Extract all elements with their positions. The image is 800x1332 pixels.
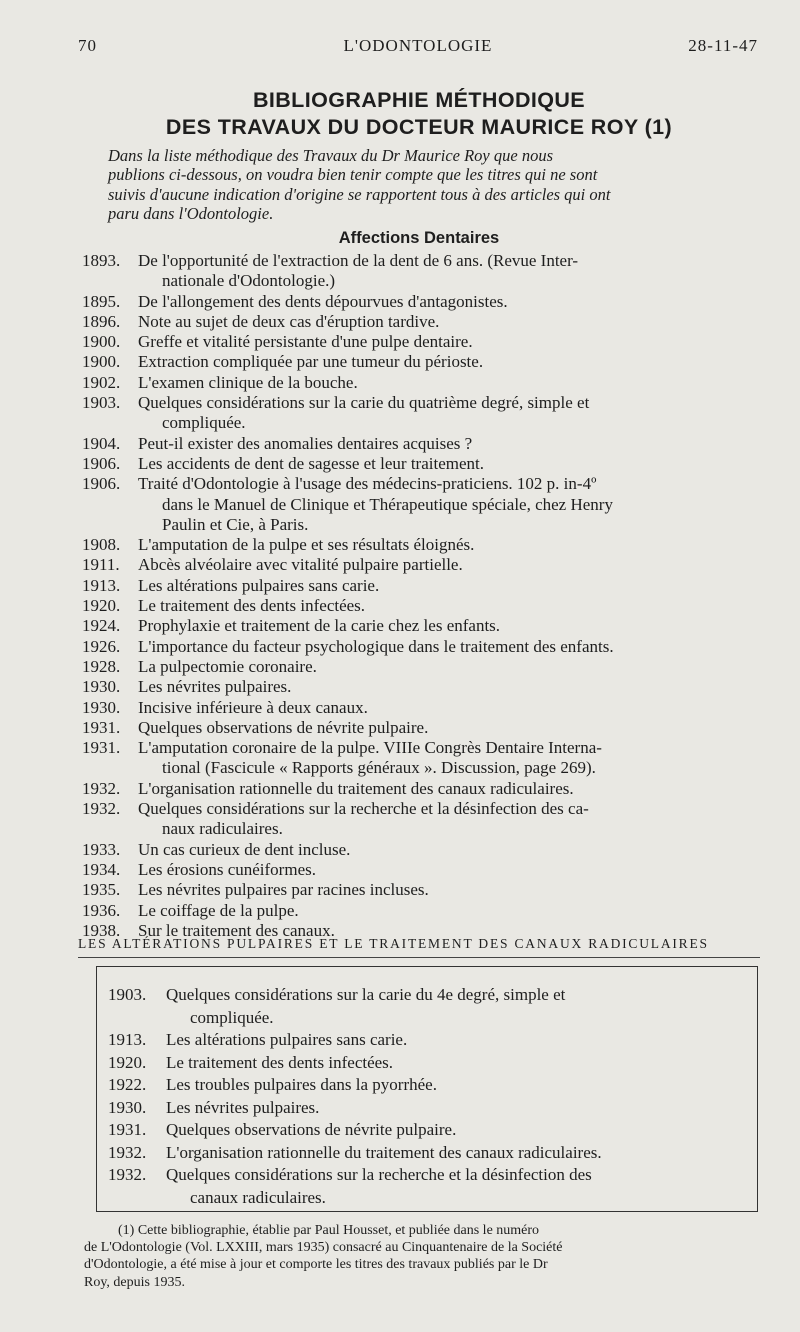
bibliography-entry <box>108 984 744 1029</box>
bibliography-entry <box>108 1142 744 1165</box>
bibliography-entry <box>82 373 760 393</box>
entry-title <box>138 698 760 718</box>
entry-title <box>166 1029 744 1052</box>
entry-title <box>138 332 760 352</box>
entry-year: 1920. <box>108 1052 147 1072</box>
bibliography-entry <box>82 393 760 434</box>
bibliography-entry <box>82 616 760 636</box>
bibliography-entry <box>82 555 760 575</box>
entry-year: 1932. <box>108 1165 147 1184</box>
section-caption: LES ALTÉRATIONS PULPAIRES ET LE TRAITEMENT DES CANAUX RADICULAIRES <box>78 936 709 951</box>
entry-year: 1928. <box>82 656 121 676</box>
entry-title <box>166 984 744 1029</box>
entry-title <box>138 393 760 434</box>
entry-title-line: dans le Manuel de Clinique et Thérapeutique spéciale, chez Henry <box>162 494 613 514</box>
bibliography-entry <box>82 840 760 860</box>
bibliography-entry <box>82 799 760 840</box>
entry-title-line: Les névrites pulpaires. <box>138 677 292 697</box>
entry-title <box>138 352 760 372</box>
entry-title-line: L'examen clinique de la bouche. <box>138 372 358 392</box>
entry-title-line: Peut-il exister des anomalies dentaires acquises ? <box>138 433 473 453</box>
bibliography-list <box>82 251 760 941</box>
entry-year: 1911. <box>82 555 120 575</box>
entry-title <box>138 292 760 312</box>
bibliography-entry <box>82 677 760 697</box>
entry-title-line: naux radiculaires. <box>162 819 283 839</box>
entry-title <box>166 1119 744 1142</box>
entry-title <box>138 738 760 779</box>
footnote-line: Roy, depuis 1935. <box>84 1274 185 1290</box>
section-heading: Affections Dentaires <box>338 229 500 247</box>
entry-year: 1930. <box>82 697 121 717</box>
entry-title-line: Quelques observations de névrite pulpaire. <box>166 1120 457 1139</box>
entry-title-line: Quelques considérations sur la carie du quatrième degré, simple et <box>138 393 590 413</box>
entry-title <box>166 1142 744 1165</box>
page-number: 70 <box>78 36 97 55</box>
entry-year: 1931. <box>82 717 121 737</box>
entry-year: 1924. <box>82 616 121 636</box>
entry-title <box>138 616 760 636</box>
entry-title-line: Sur le traitement des canaux. <box>138 920 335 940</box>
bibliography-entry <box>82 637 760 657</box>
entry-title-line: La pulpectomie coronaire. <box>138 656 317 676</box>
entry-year: 1938. <box>82 920 121 940</box>
entry-title-line: Extraction compliquée par une tumeur du périoste. <box>138 352 484 372</box>
bibliography-entry <box>82 860 760 880</box>
entry-title-line: Prophylaxie et traitement de la carie chez les enfants. <box>138 616 501 636</box>
divider <box>78 957 760 958</box>
running-head <box>78 36 758 58</box>
entry-year: 1903. <box>108 985 147 1004</box>
entry-title-line: Les troubles pulpaires dans la pyorrhée. <box>166 1075 437 1094</box>
entry-title-line: Le traitement des dents infectées. <box>166 1052 394 1072</box>
entry-year: 1932. <box>108 1142 147 1162</box>
footnote <box>84 1222 760 1291</box>
footnote-line: de L'Odontologie (Vol. LXXIII, mars 1935) consacré au Cinquantenaire de la Société <box>84 1240 563 1256</box>
entry-title-line: canaux radiculaires. <box>190 1187 326 1207</box>
bibliography-entry <box>108 1029 744 1052</box>
entry-title-line: compliquée. <box>190 1007 274 1027</box>
entry-title-line: Greffe et vitalité persistante d'une pulpe dentaire. <box>138 332 473 352</box>
entry-year: 1933. <box>82 839 121 859</box>
entry-year: 1906. <box>82 474 121 494</box>
bibliography-entry <box>82 292 760 312</box>
entry-title <box>138 718 760 738</box>
bibliography-entry <box>82 312 760 332</box>
intro-line: suivis d'aucune indication d'origine se rapportent tous à des articles qui ont <box>108 184 611 204</box>
entry-year: 1922. <box>108 1075 147 1094</box>
entry-title <box>166 1097 744 1120</box>
entry-title-line: Le coiffage de la pulpe. <box>138 900 299 920</box>
bibliography-entry <box>82 576 760 596</box>
entry-year: 1902. <box>82 372 121 392</box>
entry-title-line: Un cas curieux de dent incluse. <box>138 839 351 859</box>
entry-title-line: Les névrites pulpaires par racines incluses. <box>138 880 429 900</box>
bibliography-entry <box>82 698 760 718</box>
entry-title-line: L'importance du facteur psychologique dans le traitement des enfants. <box>138 636 614 656</box>
entry-title <box>138 312 760 332</box>
bibliography-entry <box>108 1052 744 1075</box>
bibliography-entry <box>82 738 760 779</box>
footnote-line: d'Odontologie, a été mise à jour et comporte les titres des travaux publiés par le Dr <box>84 1257 548 1273</box>
issue-date: 28-11-47 <box>688 36 758 55</box>
intro-line: paru dans l'Odontologie. <box>108 203 274 223</box>
entry-year: 1900. <box>82 332 121 352</box>
entry-title <box>138 657 760 677</box>
entry-year: 1895. <box>82 291 121 311</box>
entry-title-line: Incisive inférieure à deux canaux. <box>138 697 368 717</box>
entry-year: 1908. <box>82 535 121 555</box>
entry-title <box>138 373 760 393</box>
entry-year: 1903. <box>82 393 121 413</box>
entry-title-line: Les altérations pulpaires sans carie. <box>138 575 380 595</box>
entry-title-line: compliquée. <box>162 413 246 433</box>
bibliography-entry <box>82 880 760 900</box>
entry-year: 1913. <box>82 575 121 595</box>
entry-title <box>138 779 760 799</box>
entry-title-line: De l'opportunité de l'extraction de la dent de 6 ans. (Revue Inter- <box>138 251 579 270</box>
bibliography-entry <box>108 1074 744 1097</box>
entry-year: 1930. <box>108 1097 147 1117</box>
entry-year: 1931. <box>82 738 121 758</box>
entry-title <box>138 840 760 860</box>
entry-title-line: L'organisation rationnelle du traitement des canaux radiculaires. <box>166 1142 602 1162</box>
entry-title <box>138 637 760 657</box>
entry-title-line: nationale d'Odontologie.) <box>162 271 336 291</box>
entry-title <box>138 799 760 840</box>
bibliography-entry <box>108 1164 744 1209</box>
entry-title-line: Quelques considérations sur la carie du 4e degré, simple et <box>166 985 566 1004</box>
entry-title <box>138 434 760 454</box>
bibliography-entry <box>82 779 760 799</box>
bibliography-entry <box>108 1097 744 1120</box>
entry-title-line: Quelques considérations sur la recherche et la désinfection des ca- <box>138 799 589 819</box>
entry-year: 1930. <box>82 677 121 697</box>
bibliography-entry <box>82 352 760 372</box>
entry-year: 1906. <box>82 453 121 473</box>
entry-year: 1935. <box>82 880 121 900</box>
entry-year: 1932. <box>82 799 121 819</box>
entry-year: 1904. <box>82 433 121 453</box>
entry-title-line: L'amputation coronaire de la pulpe. VIIIe Congrès Dentaire Interna- <box>138 738 602 758</box>
entry-title-line: Quelques observations de névrite pulpaire. <box>138 717 429 737</box>
entry-year: 1896. <box>82 311 121 331</box>
entry-title <box>138 860 760 880</box>
footnote-line: (1) Cette bibliographie, établie par Paul Housset, et publiée dans le numéro <box>118 1223 540 1238</box>
intro-line: Dans la liste méthodique des Travaux du Dr Maurice Roy que nous <box>108 146 553 165</box>
bibliography-entry <box>82 251 760 292</box>
entry-title <box>138 901 760 921</box>
entry-title <box>138 880 760 900</box>
entry-title <box>138 251 760 292</box>
entry-title-line: L'amputation de la pulpe et ses résultats éloignés. <box>138 535 475 555</box>
entry-year: 1920. <box>82 596 121 616</box>
bibliography-entry <box>82 901 760 921</box>
entry-title <box>138 677 760 697</box>
entry-title-line: Paulin et Cie, à Paris. <box>162 514 309 534</box>
entry-title-line: Note au sujet de deux cas d'éruption tardive. <box>138 311 440 331</box>
intro-line: publions ci-dessous, on voudra bien tenir compte que les titres qui ne sont <box>108 165 598 185</box>
boxed-bibliography-list <box>108 984 744 1209</box>
entry-title-line: Quelques considérations sur la recherche et la désinfection des <box>166 1165 592 1184</box>
entry-year: 1900. <box>82 352 121 372</box>
bibliography-entry <box>82 718 760 738</box>
bibliography-entry <box>82 332 760 352</box>
entry-title <box>166 1164 744 1209</box>
bibliography-entry <box>82 474 760 535</box>
bibliography-entry <box>82 657 760 677</box>
bibliography-entry <box>82 535 760 555</box>
entry-title <box>138 474 760 535</box>
entry-year: 1936. <box>82 900 121 920</box>
entry-title-line: Abcès alvéolaire avec vitalité pulpaire partielle. <box>138 555 463 575</box>
entry-title-line: Traité d'Odontologie à l'usage des médecins-praticiens. 102 p. in-4º <box>138 474 597 494</box>
title-line-2: DES TRAVAUX DU DOCTEUR MAURICE ROY (1) <box>165 115 673 139</box>
entry-year: 1931. <box>108 1120 147 1139</box>
bibliography-entry <box>82 454 760 474</box>
entry-title <box>138 535 760 555</box>
entry-title-line: L'organisation rationnelle du traitement des canaux radiculaires. <box>138 778 574 798</box>
entry-title-line: Les accidents de dent de sagesse et leur traitement. <box>138 453 484 473</box>
journal-name: L'ODONTOLOGIE <box>343 36 493 55</box>
entry-title <box>138 596 760 616</box>
intro-paragraph <box>108 146 760 223</box>
entry-title <box>138 576 760 596</box>
entry-title <box>138 454 760 474</box>
entry-title-line: Les névrites pulpaires. <box>166 1097 320 1117</box>
entry-title <box>138 555 760 575</box>
entry-title <box>166 1052 744 1075</box>
bibliography-entry <box>82 596 760 616</box>
entry-title-line: Les altérations pulpaires sans carie. <box>166 1030 408 1049</box>
entry-title-line: Le traitement des dents infectées. <box>138 596 366 616</box>
entry-year: 1932. <box>82 778 121 798</box>
entry-year: 1913. <box>108 1030 147 1049</box>
entry-year: 1934. <box>82 859 121 879</box>
entry-title <box>166 1074 744 1097</box>
entry-year: 1926. <box>82 636 121 656</box>
bibliography-entry <box>82 434 760 454</box>
entry-title-line: De l'allongement des dents dépourvues d'antagonistes. <box>138 291 508 311</box>
title-line-1: BIBLIOGRAPHIE MÉTHODIQUE <box>252 88 586 112</box>
entry-title-line: tional (Fascicule « Rapports généraux ». Discussion, page 269). <box>162 758 596 778</box>
entry-title-line: Les érosions cunéiformes. <box>138 859 316 879</box>
entry-year: 1893. <box>82 251 121 270</box>
bibliography-entry <box>108 1119 744 1142</box>
